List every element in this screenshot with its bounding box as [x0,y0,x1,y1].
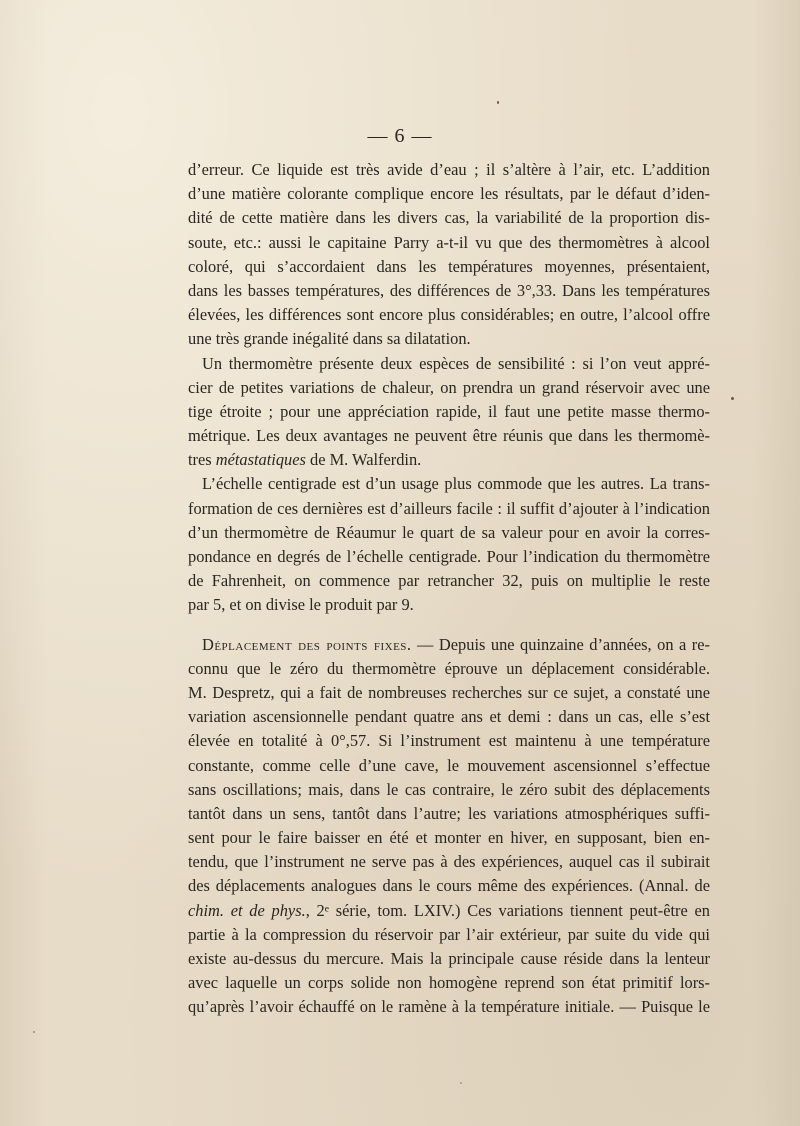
text-line: tige étroite ; pour une appréciation rapide, il faut une petite masse thermo- [188,401,710,421]
text-line: connu que le zéro du thermomètre éprouve un déplacement considérable. [188,658,710,678]
text-line: M. Despretz, qui a fait de nombreuses recherches sur ce sujet, a constaté une [188,682,710,702]
text-line: d’une matière colorante complique encore les résultats, par le défaut d’iden- [188,184,710,204]
paper-speck [460,1082,462,1084]
text-line: dité de cette matière dans les divers cas, la variabilité de la proportion dis- [188,208,710,228]
text-line: formation de ces dernières est d’ailleurs facile : il suffit d’ajouter à l’indication [188,498,710,518]
text-line: soute, etc.: aussi le capitaine Parry a-t-il vu que des thermomètres à alcool [188,232,710,252]
paragraph-1 [188,158,710,352]
paragraph-2 [188,352,710,473]
paper-speck [731,397,734,400]
text-line: dans les basses températures, des différences de 3°,33. Dans les températures [188,280,710,300]
text-line: sans oscillations; mais, dans le cas contraire, le zéro subit des déplacements [188,779,710,799]
text-line: par 5, et on divise le produit par 9. [188,595,414,615]
text-line: métrique. Les deux avantages ne peuvent être réunis que dans les thermomè- [188,426,710,446]
text-line: cier de petites variations de chaleur, on prendra un grand réservoir avec une [188,377,710,397]
text-line: élevées, les différences sont encore plus considérables; en outre, l’alcool offre [188,305,710,325]
text-line: L’échelle centigrade est d’un usage plus commode que les autres. La trans- [202,474,710,494]
text-fragment: — Depuis une quinzaine d’années, on a re- [411,634,710,654]
text-line: tendu, que l’instrument ne serve pas à des expériences, auquel cas il subirait [188,852,710,872]
paper-speck [33,1031,35,1033]
text-line [188,633,710,657]
text-line: constante, comme celle d’une cave, le mouvement ascensionnel s’effectue [188,755,710,775]
text-line: élevée en totalité à 0°,57. Si l’instrument est maintenu à une température [188,731,710,751]
text-fragment: tres [188,450,216,470]
paper-speck [497,101,499,104]
italic-citation: chim. et de phys. [188,900,306,920]
text-line: existe au-dessus du mercure. Mais la principale cause réside dans la lenteur [188,949,710,968]
text-line: coloré, qui s’accordaient dans les températures moyennes, présentaient, [188,256,710,276]
text-fragment: , 2ᵉ série, tom. LXIV.) Ces variations tiennent peut-être en [305,900,710,920]
text-line: une très grande inégalité dans sa dilatation. [188,329,471,349]
text-line: d’un thermomètre de Réaumur le quart de sa valeur pour en avoir la corres- [188,522,710,542]
italic-term: métastatiques [215,450,306,470]
text-line: pondance en degrés de l’échelle centigrade. Pour l’indication du thermomètre [188,547,710,566]
paragraph-4 [188,633,710,1020]
text-line: sent pour le faire baisser en été et monter en hiver, en supposant, bien en- [188,828,710,848]
text-line: de Fahrenheit, on commence par retrancher 32, puis on multiplie le reste [188,571,710,591]
text-line [188,899,710,923]
text-line: tantôt dans un sens, tantôt dans l’autre; les variations atmosphériques suffi- [188,803,710,823]
text-line: des déplacements analogues dans le cours même des expériences. (Annal. de [188,876,710,896]
text-line: partie à la compression du réservoir par l’air extérieur, par suite du vide qui [188,924,710,944]
text-line: avec laquelle un corps solide non homogène reprend son état primitif lors- [188,973,710,993]
text-fragment: de M. Walferdin. [305,450,422,470]
text-line [188,448,710,472]
text-line: d’erreur. Ce liquide est très avide d’eau ; il s’altère à l’air, etc. L’addition [188,160,710,179]
page-number: — 6 — [367,125,433,147]
text-line: Un thermomètre présente deux espèces de sensibilité : si l’on veut appré- [202,353,710,373]
paragraph-3 [188,472,710,617]
section-heading: Déplacement des points fixes. [202,634,412,654]
body-text [188,158,710,1020]
section-gap [188,618,710,633]
text-line: variation ascensionnelle pendant quatre ans et demi : dans un cas, elle s’est [188,707,710,727]
text-line: qu’après l’avoir échauffé on le ramène à la température initiale. — Puisque le [188,997,710,1017]
